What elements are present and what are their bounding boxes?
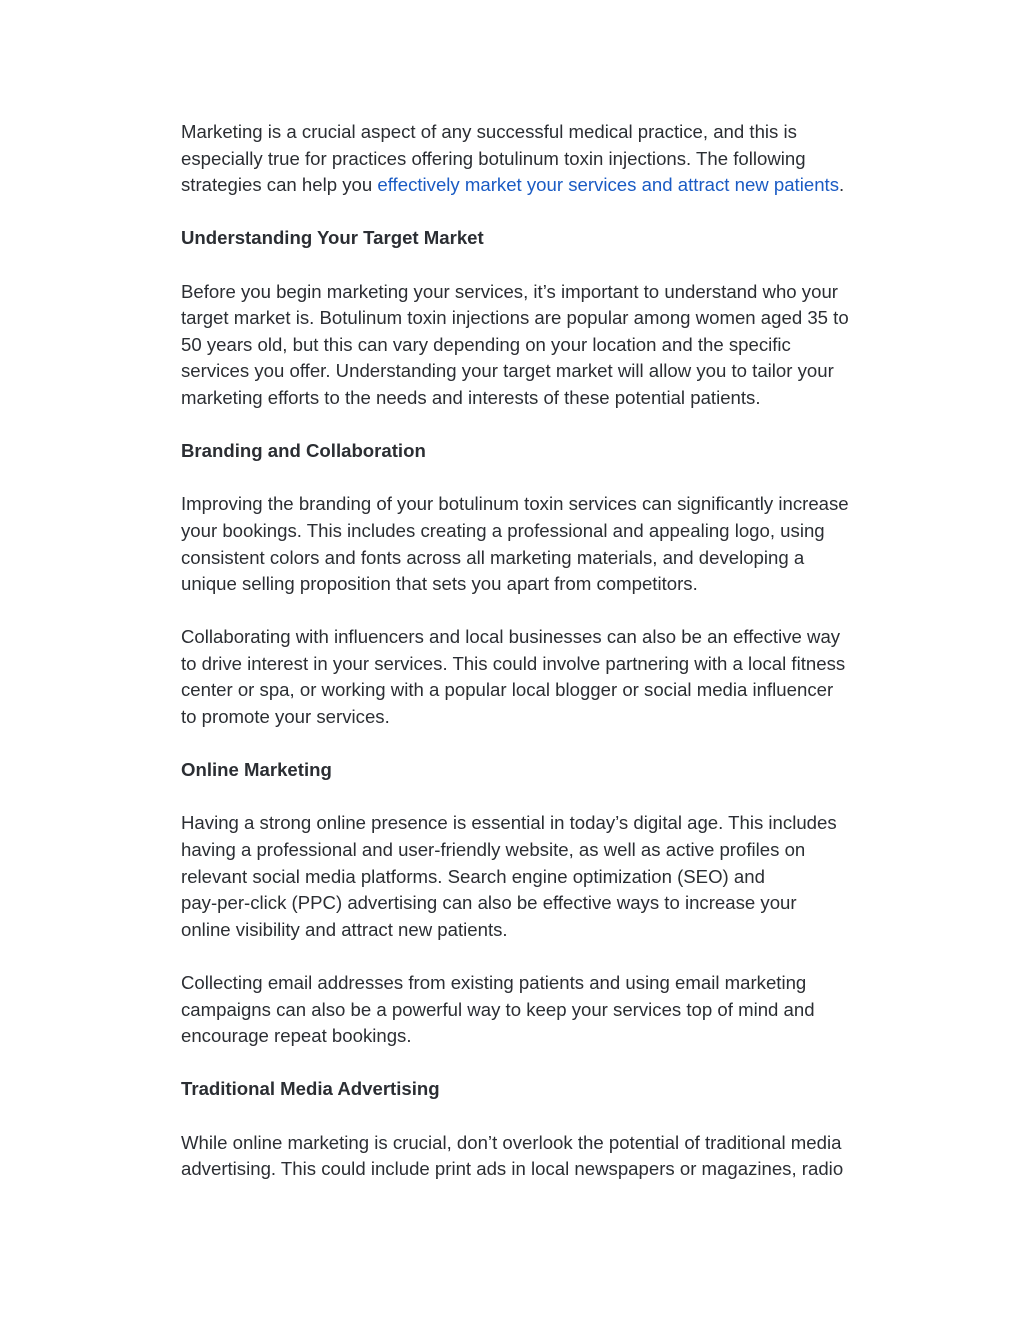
intro-line-1: Marketing is a crucial aspect of any successful medical practice, and this is — [181, 121, 797, 142]
attract-patients-link[interactable]: effectively market your services and attract new patients — [377, 174, 840, 196]
text-line: relevant social media platforms. Search engine optimization (SEO) and — [181, 865, 765, 887]
intro-line-2: especially true for practices offering botulinum toxin injections. The following — [181, 147, 806, 169]
text-line: marketing efforts to the needs and interests of these potential patients. — [181, 386, 761, 408]
text-line: to promote your services. — [181, 706, 390, 728]
text-line: Collecting email addresses from existing patients and using email marketing — [181, 972, 807, 993]
text-line: target market is. Botulinum toxin injections are popular among women aged 35 to — [181, 307, 849, 329]
intro-line-3-suffix: . — [839, 174, 845, 196]
text-line: While online marketing is crucial, don’t overlook the potential of traditional media — [181, 1131, 842, 1153]
text-line: 50 years old, but this can vary depending on your location and the specific — [181, 333, 791, 355]
text-line: Collaborating with influencers and local businesses can also be an effective way — [181, 626, 841, 648]
intro-paragraph — [181, 119, 921, 199]
branding-paragraph — [181, 491, 921, 597]
text-line: having a professional and user-friendly website, as well as active profiles on — [181, 839, 806, 861]
text-line: advertising. This could include print ads in local newspapers or magazines, radio — [181, 1158, 844, 1180]
target-market-paragraph — [181, 279, 921, 412]
heading-branding: Branding and Collaboration — [181, 440, 426, 462]
heading-traditional-media: Traditional Media Advertising — [181, 1078, 440, 1100]
intro-line-3-prefix: strategies can help you — [181, 174, 378, 196]
text-line: campaigns can also be a powerful way to keep your services top of mind and — [181, 998, 815, 1020]
collaboration-paragraph — [181, 624, 921, 730]
text-line: consistent colors and fonts across all marketing materials, and developing a — [181, 546, 805, 568]
text-line: online visibility and attract new patients. — [181, 918, 508, 940]
heading-target-market: Understanding Your Target Market — [181, 227, 484, 249]
text-line: center or spa, or working with a popular local blogger or social media influencer — [181, 679, 834, 701]
text-line: to drive interest in your services. This could involve partnering with a local fitness — [181, 652, 846, 674]
traditional-media-paragraph — [181, 1130, 921, 1183]
text-line: pay-per-click (PPC) advertising can also be effective ways to increase your — [181, 892, 797, 914]
text-line: Improving the branding of your botulinum toxin services can significantly increase — [181, 493, 849, 515]
online-presence-paragraph — [181, 810, 921, 943]
document-page — [181, 119, 921, 1183]
text-line: Before you begin marketing your services, it’s important to understand who your — [181, 280, 838, 302]
text-line: encourage repeat bookings. — [181, 1025, 412, 1047]
text-line: your bookings. This includes creating a professional and appealing logo, using — [181, 519, 825, 541]
text-line: Having a strong online presence is essential in today’s digital age. This includes — [181, 812, 837, 834]
text-line: services you offer. Understanding your target market will allow you to tailor your — [181, 360, 834, 382]
email-marketing-paragraph — [181, 970, 921, 1050]
text-line: unique selling proposition that sets you apart from competitors. — [181, 573, 698, 595]
heading-online-marketing: Online Marketing — [181, 759, 332, 781]
